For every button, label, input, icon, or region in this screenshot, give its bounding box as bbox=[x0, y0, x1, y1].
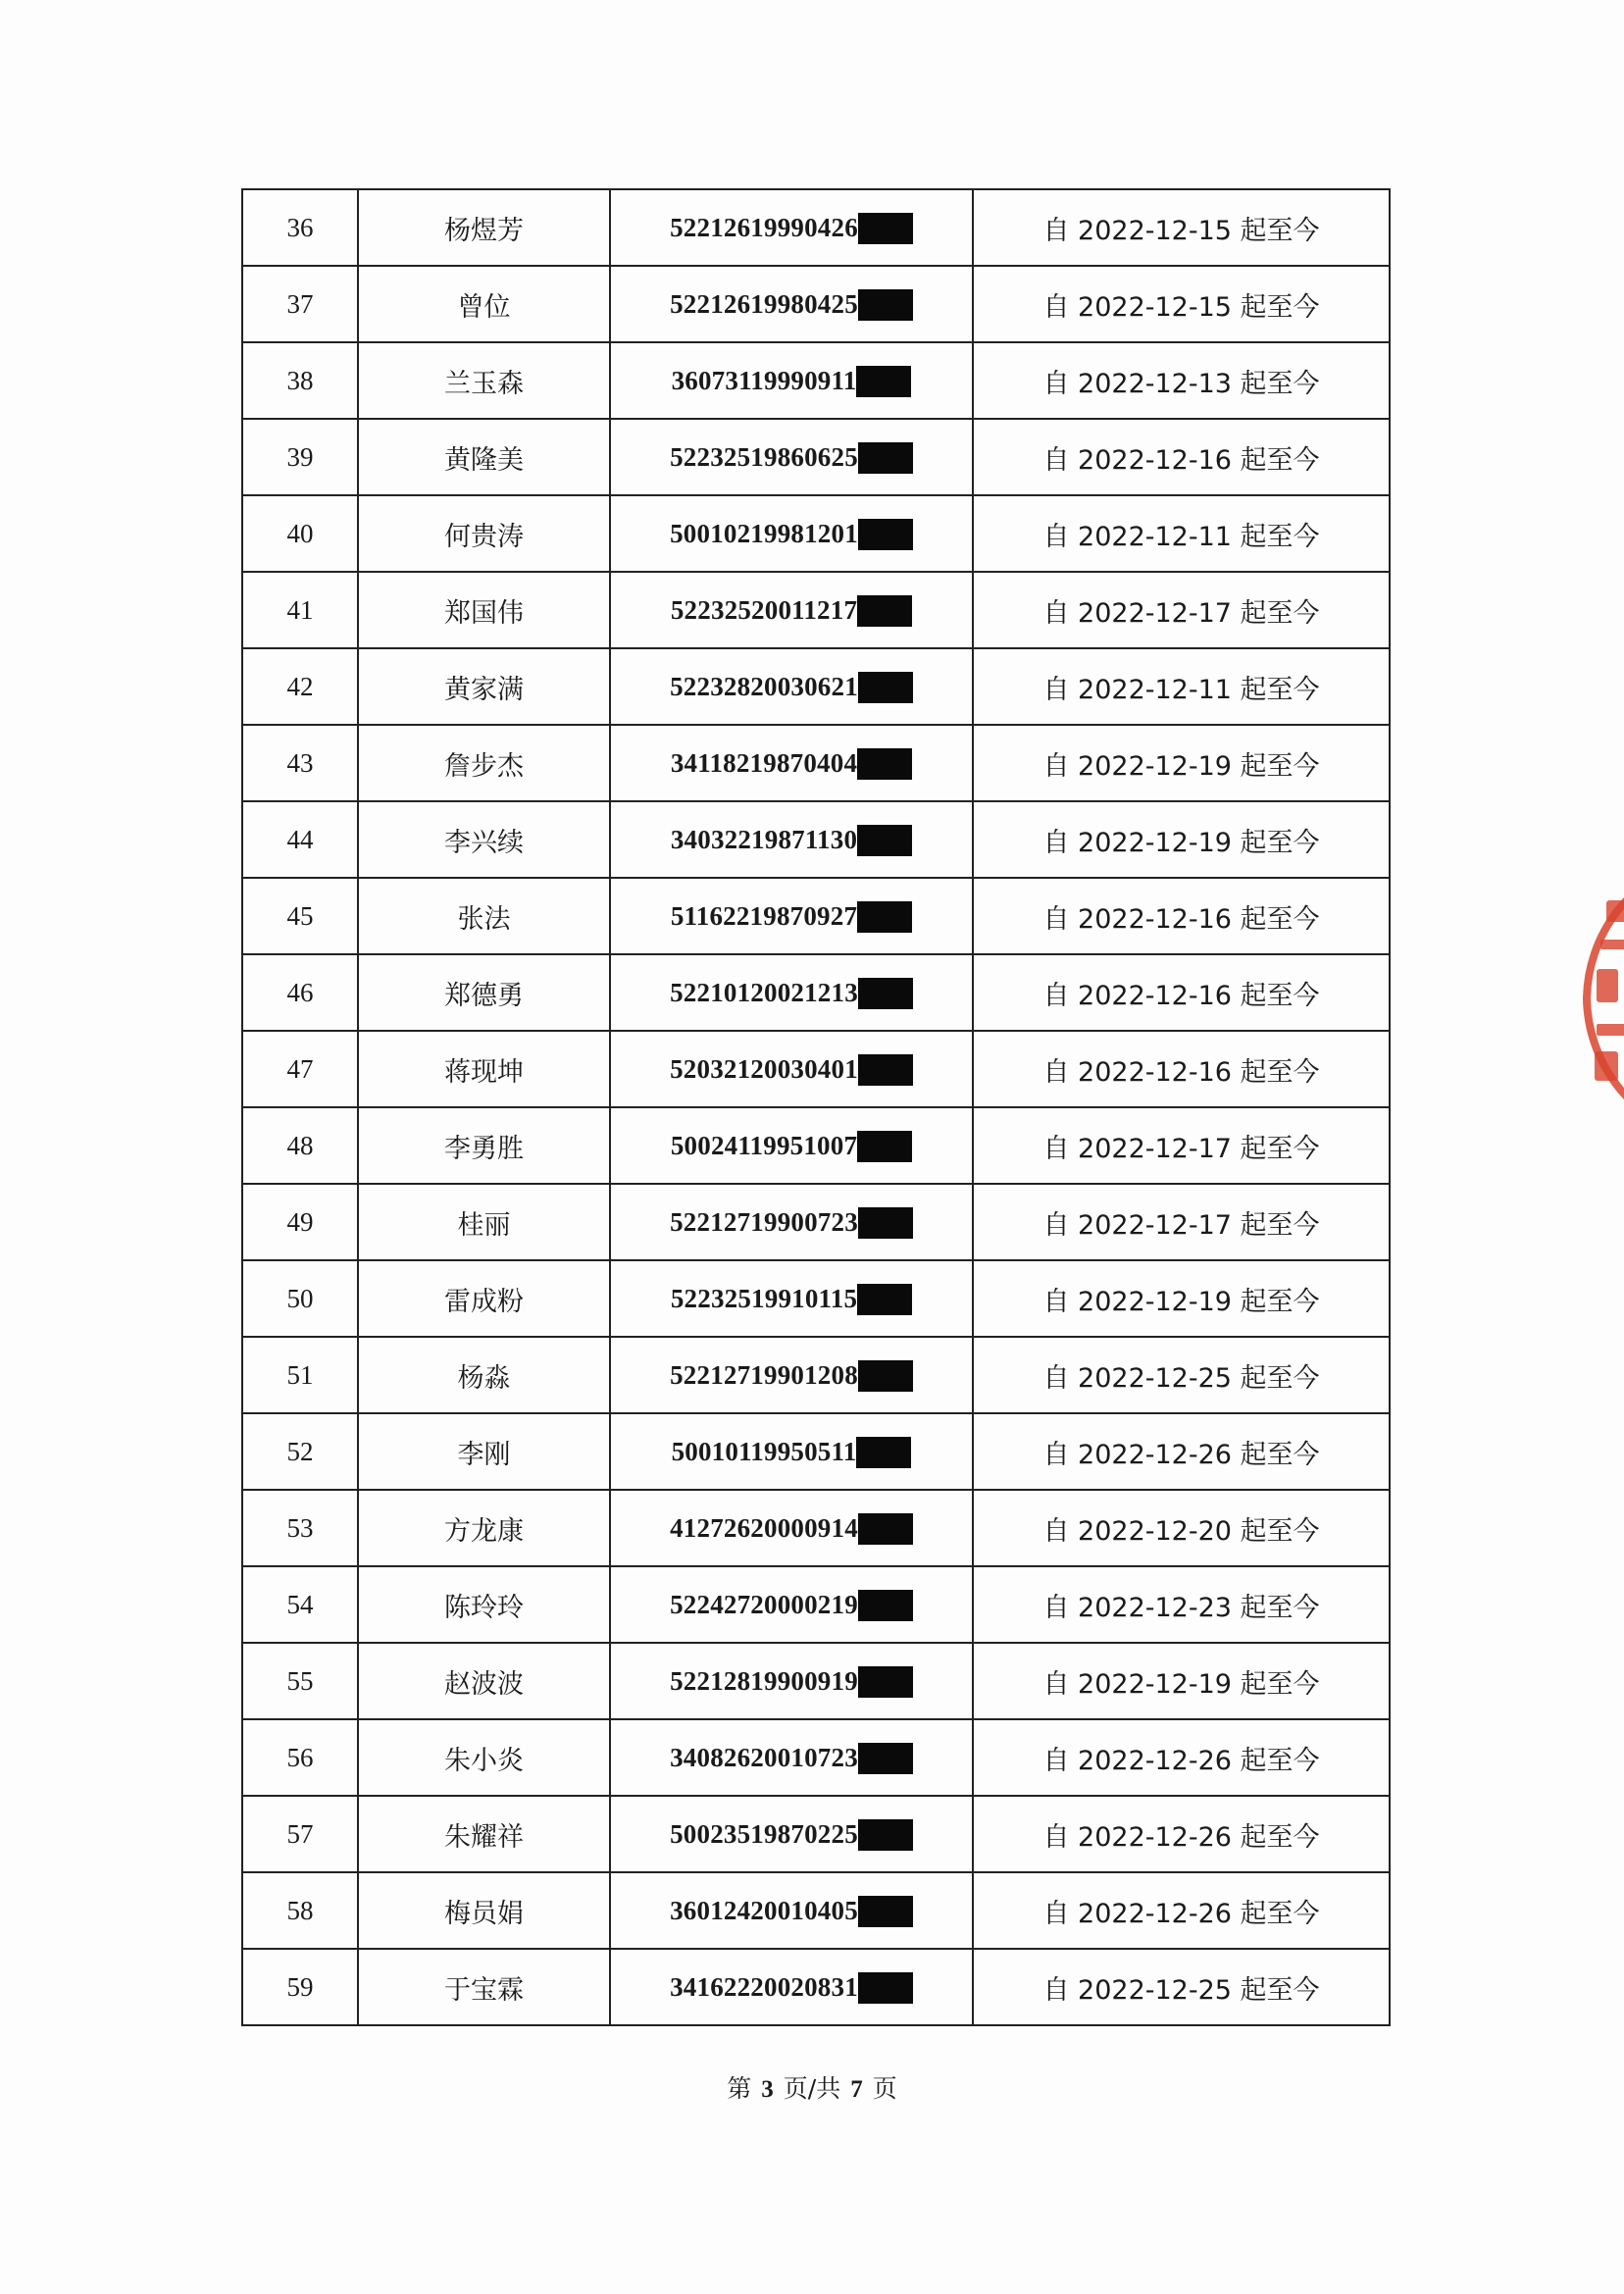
id-number-cell bbox=[610, 1337, 973, 1413]
id-number-cell bbox=[610, 1184, 973, 1260]
redaction-bar bbox=[858, 289, 913, 321]
redaction-bar bbox=[857, 595, 912, 627]
id-number-cell bbox=[610, 572, 973, 648]
employment-period: 自 2022-12-19 起至今 bbox=[973, 801, 1390, 878]
employee-name: 李刚 bbox=[358, 1413, 610, 1490]
redaction-bar bbox=[857, 1284, 912, 1315]
employee-name: 郑德勇 bbox=[358, 954, 610, 1031]
row-number: 46 bbox=[242, 954, 358, 1031]
id-number-cell bbox=[610, 1643, 973, 1719]
row-number: 36 bbox=[242, 189, 358, 266]
table-row bbox=[242, 1107, 1390, 1184]
employee-name: 雷成粉 bbox=[358, 1260, 610, 1337]
id-number: 52212619990426 bbox=[670, 213, 858, 243]
id-number-cell bbox=[610, 1107, 973, 1184]
table-row bbox=[242, 1949, 1390, 2025]
employee-name: 兰玉森 bbox=[358, 342, 610, 419]
table-row bbox=[242, 1260, 1390, 1337]
id-number-cell bbox=[610, 801, 973, 878]
id-number: 52232519910115 bbox=[670, 1284, 858, 1314]
employee-name: 黄家满 bbox=[358, 648, 610, 725]
table-row bbox=[242, 1184, 1390, 1260]
id-number-cell bbox=[610, 1413, 973, 1490]
id-number-cell bbox=[610, 1949, 973, 2025]
id-number: 34032219871130 bbox=[670, 825, 858, 855]
table-row bbox=[242, 1337, 1390, 1413]
id-number-cell bbox=[610, 495, 973, 572]
employee-name: 杨煜芳 bbox=[358, 189, 610, 266]
row-number: 37 bbox=[242, 266, 358, 342]
table-row bbox=[242, 189, 1390, 266]
employment-period: 自 2022-12-13 起至今 bbox=[973, 342, 1390, 419]
employment-period: 自 2022-12-26 起至今 bbox=[973, 1413, 1390, 1490]
employee-name: 李勇胜 bbox=[358, 1107, 610, 1184]
redaction-bar bbox=[857, 748, 912, 780]
redaction-bar bbox=[858, 978, 913, 1009]
table-row bbox=[242, 495, 1390, 572]
table-row bbox=[242, 801, 1390, 878]
id-number-cell bbox=[610, 1260, 973, 1337]
employee-name: 朱小炎 bbox=[358, 1719, 610, 1796]
row-number: 41 bbox=[242, 572, 358, 648]
id-number: 36073119990911 bbox=[671, 366, 857, 396]
footer-middle: 页/共 bbox=[783, 2074, 841, 2103]
table-row bbox=[242, 266, 1390, 342]
redaction-bar bbox=[858, 519, 913, 550]
id-number-cell bbox=[610, 1719, 973, 1796]
id-number-cell bbox=[610, 648, 973, 725]
employment-period: 自 2022-12-19 起至今 bbox=[973, 1643, 1390, 1719]
employment-period: 自 2022-12-26 起至今 bbox=[973, 1719, 1390, 1796]
id-number-cell bbox=[610, 189, 973, 266]
table-row bbox=[242, 342, 1390, 419]
id-number-cell bbox=[610, 1490, 973, 1566]
row-number: 43 bbox=[242, 725, 358, 801]
employment-period: 自 2022-12-19 起至今 bbox=[973, 1260, 1390, 1337]
employment-period: 自 2022-12-23 起至今 bbox=[973, 1566, 1390, 1643]
employment-period: 自 2022-12-26 起至今 bbox=[973, 1796, 1390, 1872]
employment-period: 自 2022-12-16 起至今 bbox=[973, 878, 1390, 954]
employee-name: 黄隆美 bbox=[358, 419, 610, 495]
redaction-bar bbox=[858, 1896, 913, 1927]
id-number: 50023519870225 bbox=[670, 1819, 858, 1850]
row-number: 45 bbox=[242, 878, 358, 954]
id-number-cell bbox=[610, 1566, 973, 1643]
table-row bbox=[242, 1719, 1390, 1796]
id-number: 34162220020831 bbox=[670, 1972, 858, 2003]
row-number: 54 bbox=[242, 1566, 358, 1643]
id-number: 52212619980425 bbox=[670, 289, 858, 320]
row-number: 49 bbox=[242, 1184, 358, 1260]
id-number: 34118219870404 bbox=[670, 748, 858, 779]
row-number: 50 bbox=[242, 1260, 358, 1337]
employee-name: 梅员娟 bbox=[358, 1872, 610, 1949]
table-row bbox=[242, 1796, 1390, 1872]
footer-total-pages: 7 bbox=[850, 2076, 863, 2103]
id-number: 41272620000914 bbox=[670, 1513, 858, 1544]
employee-name: 郑国伟 bbox=[358, 572, 610, 648]
id-number: 52212719900723 bbox=[670, 1207, 858, 1238]
id-number-cell bbox=[610, 266, 973, 342]
redaction-bar bbox=[858, 672, 913, 703]
employment-period: 自 2022-12-17 起至今 bbox=[973, 1107, 1390, 1184]
employment-period: 自 2022-12-17 起至今 bbox=[973, 572, 1390, 648]
employment-period: 自 2022-12-17 起至今 bbox=[973, 1184, 1390, 1260]
row-number: 44 bbox=[242, 801, 358, 878]
footer-suffix: 页 bbox=[872, 2074, 897, 2103]
row-number: 55 bbox=[242, 1643, 358, 1719]
footer-current-page: 3 bbox=[761, 2076, 774, 2103]
employee-table bbox=[241, 188, 1391, 2026]
redaction-bar bbox=[857, 825, 912, 856]
id-number: 52032120030401 bbox=[670, 1054, 858, 1085]
employment-period: 自 2022-12-16 起至今 bbox=[973, 1031, 1390, 1107]
redaction-bar bbox=[857, 901, 912, 933]
id-number-cell bbox=[610, 1796, 973, 1872]
employee-name: 曾位 bbox=[358, 266, 610, 342]
row-number: 39 bbox=[242, 419, 358, 495]
id-number: 50010219981201 bbox=[670, 519, 858, 549]
employment-period: 自 2022-12-20 起至今 bbox=[973, 1490, 1390, 1566]
redaction-bar bbox=[858, 1360, 913, 1392]
table-row bbox=[242, 1490, 1390, 1566]
employee-name: 赵波波 bbox=[358, 1643, 610, 1719]
id-number: 50010119950511 bbox=[671, 1437, 857, 1467]
employment-period: 自 2022-12-26 起至今 bbox=[973, 1872, 1390, 1949]
official-seal-stamp bbox=[1567, 841, 1624, 1155]
employee-name: 方龙康 bbox=[358, 1490, 610, 1566]
employment-period: 自 2022-12-15 起至今 bbox=[973, 266, 1390, 342]
id-number-cell bbox=[610, 954, 973, 1031]
table-row bbox=[242, 419, 1390, 495]
id-number: 50024119951007 bbox=[670, 1131, 858, 1161]
table-row bbox=[242, 1643, 1390, 1719]
row-number: 53 bbox=[242, 1490, 358, 1566]
redaction-bar bbox=[858, 1666, 913, 1698]
id-number-cell bbox=[610, 725, 973, 801]
redaction-bar bbox=[857, 1131, 912, 1162]
employee-name: 张法 bbox=[358, 878, 610, 954]
row-number: 47 bbox=[242, 1031, 358, 1107]
row-number: 42 bbox=[242, 648, 358, 725]
employment-period: 自 2022-12-19 起至今 bbox=[973, 725, 1390, 801]
employee-name: 桂丽 bbox=[358, 1184, 610, 1260]
footer-prefix: 第 bbox=[727, 2074, 752, 2103]
employee-name: 蒋现坤 bbox=[358, 1031, 610, 1107]
redaction-bar bbox=[858, 213, 913, 244]
employment-period: 自 2022-12-25 起至今 bbox=[973, 1949, 1390, 2025]
employee-name: 何贵涛 bbox=[358, 495, 610, 572]
row-number: 38 bbox=[242, 342, 358, 419]
id-number: 52232520011217 bbox=[670, 595, 858, 626]
employee-name: 朱耀祥 bbox=[358, 1796, 610, 1872]
id-number: 52242720000219 bbox=[670, 1590, 858, 1620]
employment-period: 自 2022-12-16 起至今 bbox=[973, 954, 1390, 1031]
id-number-cell bbox=[610, 878, 973, 954]
id-number: 51162219870927 bbox=[670, 901, 858, 932]
id-number-cell bbox=[610, 1031, 973, 1107]
redaction-bar bbox=[858, 1207, 913, 1239]
employee-name: 陈玲玲 bbox=[358, 1566, 610, 1643]
redaction-bar bbox=[856, 1437, 911, 1468]
row-number: 40 bbox=[242, 495, 358, 572]
row-number: 57 bbox=[242, 1796, 358, 1872]
redaction-bar bbox=[858, 1590, 913, 1621]
table-row bbox=[242, 954, 1390, 1031]
redaction-bar bbox=[858, 1972, 913, 2004]
id-number: 34082620010723 bbox=[670, 1743, 858, 1773]
id-number: 52232820030621 bbox=[670, 672, 858, 702]
id-number-cell bbox=[610, 342, 973, 419]
page-footer bbox=[0, 2069, 1624, 2105]
employment-period: 自 2022-12-16 起至今 bbox=[973, 419, 1390, 495]
redaction-bar bbox=[856, 366, 911, 397]
employee-name: 杨淼 bbox=[358, 1337, 610, 1413]
employment-period: 自 2022-12-11 起至今 bbox=[973, 648, 1390, 725]
row-number: 52 bbox=[242, 1413, 358, 1490]
table-row bbox=[242, 725, 1390, 801]
id-number-cell bbox=[610, 1872, 973, 1949]
table-row bbox=[242, 878, 1390, 954]
employee-table-body bbox=[242, 189, 1390, 2025]
id-number: 52210120021213 bbox=[670, 978, 858, 1008]
row-number: 58 bbox=[242, 1872, 358, 1949]
table-row bbox=[242, 572, 1390, 648]
employee-name: 李兴续 bbox=[358, 801, 610, 878]
row-number: 51 bbox=[242, 1337, 358, 1413]
row-number: 59 bbox=[242, 1949, 358, 2025]
employee-name: 于宝霖 bbox=[358, 1949, 610, 2025]
redaction-bar bbox=[858, 442, 913, 474]
id-number: 52232519860625 bbox=[670, 442, 858, 473]
id-number: 36012420010405 bbox=[670, 1896, 858, 1926]
employment-period: 自 2022-12-11 起至今 bbox=[973, 495, 1390, 572]
redaction-bar bbox=[858, 1513, 913, 1545]
employment-period: 自 2022-12-25 起至今 bbox=[973, 1337, 1390, 1413]
table-row bbox=[242, 648, 1390, 725]
row-number: 48 bbox=[242, 1107, 358, 1184]
id-number-cell bbox=[610, 419, 973, 495]
table-row bbox=[242, 1413, 1390, 1490]
redaction-bar bbox=[858, 1054, 913, 1086]
employment-period: 自 2022-12-15 起至今 bbox=[973, 189, 1390, 266]
id-number: 52212819900919 bbox=[670, 1666, 858, 1697]
redaction-bar bbox=[858, 1743, 913, 1774]
table-row bbox=[242, 1031, 1390, 1107]
redaction-bar bbox=[858, 1819, 913, 1851]
row-number: 56 bbox=[242, 1719, 358, 1796]
employee-name: 詹步杰 bbox=[358, 725, 610, 801]
table-row bbox=[242, 1872, 1390, 1949]
table-row bbox=[242, 1566, 1390, 1643]
id-number: 52212719901208 bbox=[670, 1360, 858, 1391]
